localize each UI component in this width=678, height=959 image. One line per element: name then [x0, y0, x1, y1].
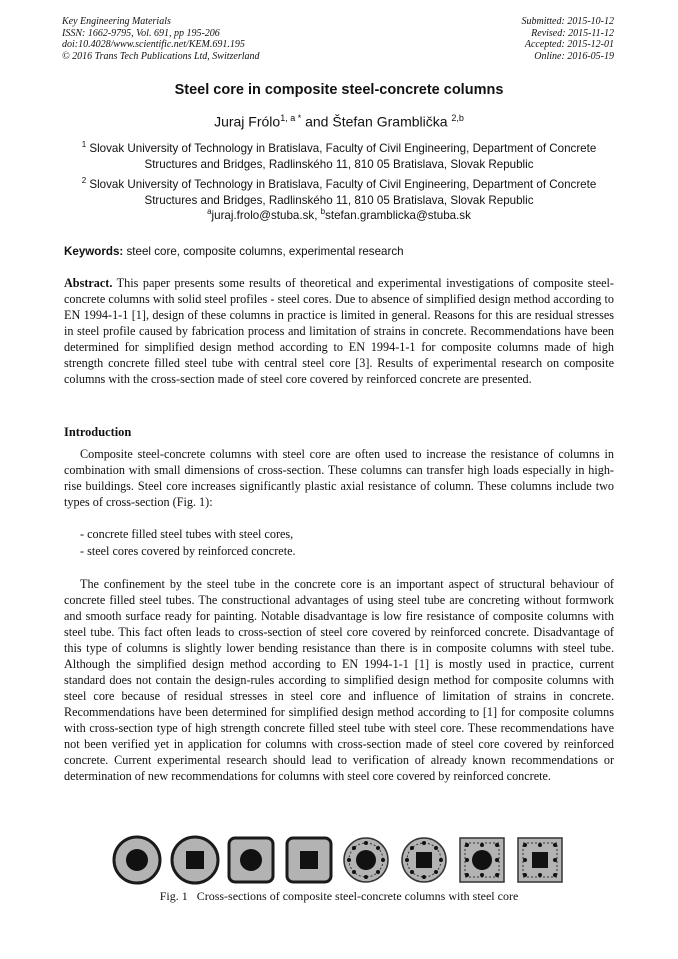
abstract-label: Abstract. — [64, 276, 113, 290]
list-item: - steel cores covered by reinforced concrete. — [80, 544, 296, 558]
figure-caption: Fig. 1 Cross-sections of composite steel-concrete columns with steel core — [159, 889, 519, 903]
cross-section-round-tube-round-core — [114, 837, 160, 883]
affiliation-2 — [60, 173, 618, 209]
date-revised: Revised: 2015-11-12 — [531, 27, 614, 39]
author-2: Štefan Gramblička — [332, 113, 448, 130]
section-heading-introduction: Introduction — [64, 425, 132, 439]
author-line — [0, 113, 678, 130]
keywords-label: Keywords: — [64, 245, 124, 258]
figure-cross-sections — [110, 834, 568, 886]
cross-section-round-rc-round-core — [344, 838, 388, 882]
affiliation-2-text: Slovak University of Technology in Bratislava, Faculty of Civil Engineering, Department of Concrete Structures and Bridges, Radlinského 11, 810 05 Bratislava, Slovak Republic — [89, 177, 597, 207]
affiliation-1-num: 1 — [81, 140, 87, 149]
keywords-text: steel core, composite columns, experimental research — [123, 245, 404, 258]
keywords — [64, 245, 614, 258]
cross-section-square-rc-round-core — [460, 838, 504, 882]
date-submitted: Submitted: 2015-10-12 — [521, 16, 614, 27]
author-emails — [0, 207, 678, 222]
email-b-sup: b — [320, 207, 326, 216]
cross-section-square-tube-round-core — [229, 838, 273, 882]
intro-paragraph-2: The confinement by the steel tube in the concrete core is an important aspect of structural behaviour of concrete filled steel tubes. The constructional advantages of using steel tube are concreting without formwork and smooth surface ready for painting. Notable disadvantage is low fire resistance of composite columns with steel tube. This fact often leads to cross-section of steel core covered by reinforced concrete. Disadvantage of this type of columns is slightly lower bending resistance than there is in composite columns with steel tube. Although the simplified design method according to EN 1994-1-1 [1] is mostly used in practice, current standard does not contain the design-rules according to simplified design method for composite columns with steel core because of residual stresses in steel core and influence of limitation of strains in concrete. Recommendations have been determined for simplified design method according to [1] for composite columns with cross-section type of high strength concrete filled steel tube with steel core. These recommendations have not been verified yet in application for columns with cross-section made of steel core covered by reinforced concrete. Current experimental research should lead to verification of already known recommendations or determination of new recommendations for columns with steel core covered by reinforced concrete. — [64, 577, 614, 783]
cross-section-round-tube-square-core — [172, 837, 218, 883]
abstract-text: This paper presents some results of theoretical and experimental investigations of composite steel-concrete columns with solid steel profiles - steel cores. Due to absence of simplified design method according to EN 1994-1-1 [1], design of these columns in practice is limited in general. Reasons for this are residual stresses in steel profile caused by fabrication process and limitation of strains in concrete. Recommendations have been determined for simplified design method according to EN 1994-1-1 for composite columns made of high strength concrete filled steel tube with central steel core [3]. Results of experimental research on composite columns with the cross-section made of steel core covered by reinforced concrete are presented. — [64, 276, 614, 386]
cross-section-types-list — [80, 526, 296, 560]
affiliation-2-num: 2 — [81, 176, 87, 185]
journal-issn: ISSN: 1662-9795, Vol. 691, pp 195-206 — [62, 27, 220, 39]
affiliation-1-text: Slovak University of Technology in Bratislava, Faculty of Civil Engineering, Department of Concrete Structures and Bridges, Radlinského 11, 810 05 Bratislava, Slovak Republic — [89, 141, 597, 171]
list-item: - concrete filled steel tubes with steel cores, — [80, 527, 294, 541]
journal-name: Key Engineering Materials — [62, 16, 171, 27]
email-a[interactable]: juraj.frolo@stuba.sk — [211, 208, 315, 222]
date-accepted: Accepted: 2015-12-01 — [524, 39, 614, 50]
paper-title: Steel core in composite steel-concrete columns — [174, 82, 504, 98]
email-separator: , — [314, 208, 321, 222]
journal-copyright: © 2016 Trans Tech Publications Ltd, Switzerland — [62, 50, 260, 62]
email-b[interactable]: stefan.gramblicka@stuba.sk — [325, 208, 471, 222]
journal-info — [62, 16, 260, 62]
journal-doi: doi:10.4028/www.scientific.net/KEM.691.195 — [62, 39, 245, 50]
cross-section-square-rc-square-core — [518, 838, 562, 882]
cross-section-square-tube-square-core — [287, 838, 331, 882]
abstract — [64, 275, 614, 387]
cross-section-round-rc-square-core — [402, 838, 446, 882]
author-1-affil: 1, a * — [280, 113, 302, 123]
email-a-sup: a — [207, 207, 212, 216]
date-online: Online: 2016-05-19 — [534, 50, 614, 62]
publication-dates — [522, 16, 615, 62]
author-1: Juraj Frólo — [214, 113, 281, 130]
author-connector: and — [301, 113, 333, 130]
affiliation-1 — [60, 137, 618, 173]
intro-paragraph-1: Composite steel-concrete columns with steel core are often used to increase the resistance of columns in combination with small dimensions of cross-section. These columns can transfer high loads especially in high-rise buildings. Steel core increases significantly plastic axial resistance of column. These columns include two types of cross-section (Fig. 1): — [64, 447, 614, 509]
author-2-affil: 2,b — [451, 113, 464, 123]
